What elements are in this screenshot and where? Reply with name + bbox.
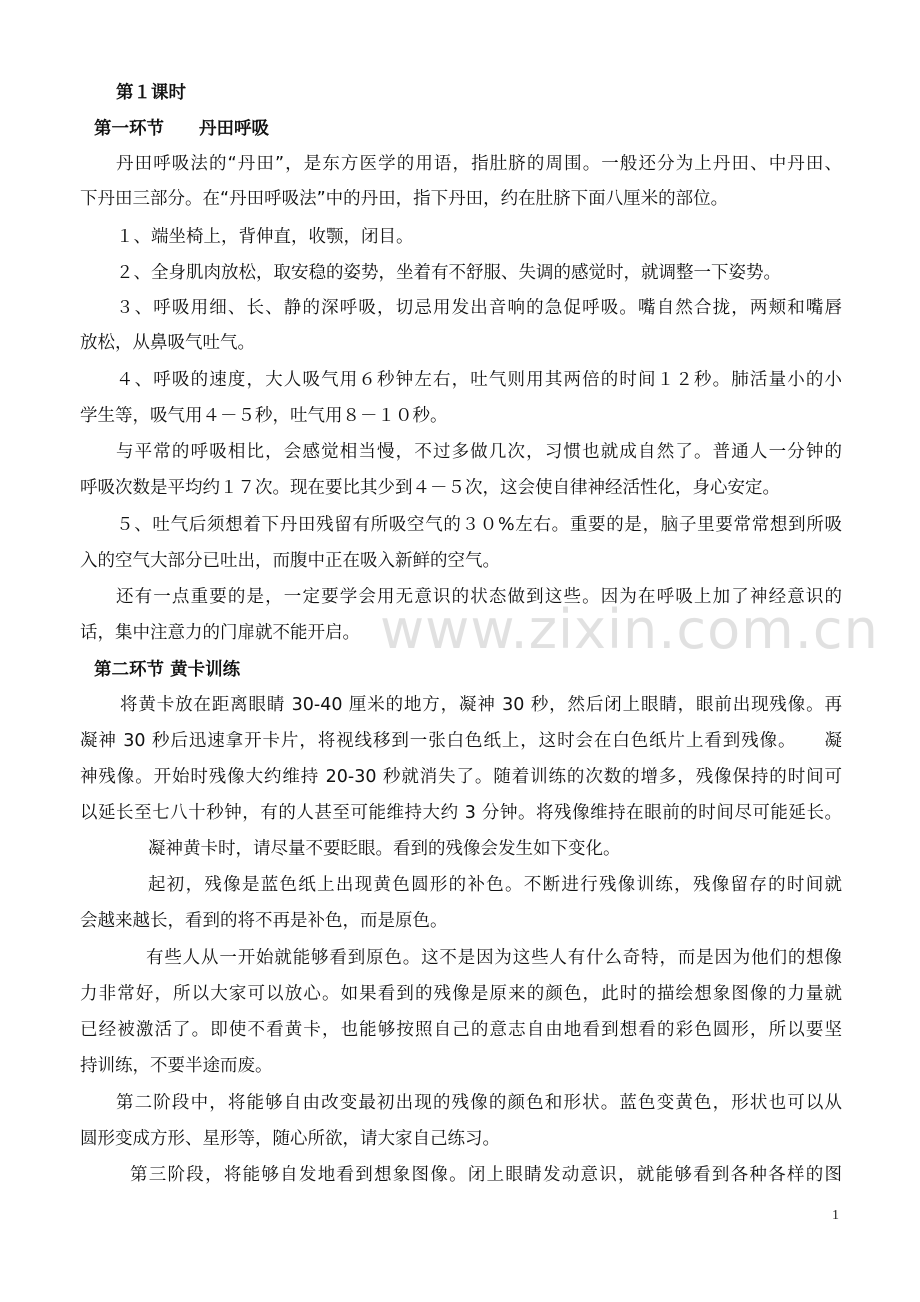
paragraph-line: ５、吐气后须想着下丹田残留有所吸空气的３０%左右。重要的是，脑子里要常常想到所吸: [116, 515, 842, 535]
paragraph-line: 力非常好，所以大家可以放心。如果看到的残像是原来的颜色，此时的描绘想象图像的力量就: [80, 984, 842, 1004]
paragraph-line: 起初，残像是蓝色纸上出现黄色圆形的补色。不断进行残像训练，残像留存的时间就: [148, 875, 842, 895]
section-heading-1: 第一环节 丹田呼吸: [94, 119, 269, 139]
paragraph-line: 第二阶段中，将能够自由改变最初出现的残像的颜色和形状。蓝色变黄色，形状也可以从: [116, 1093, 842, 1113]
page-number: 1: [832, 1208, 839, 1223]
paragraph-line: 学生等，吸气用４－５秒，吐气用８－１０秒。: [80, 406, 448, 426]
paragraph-line: 话，集中注意力的门扉就不能开启。: [80, 623, 360, 643]
paragraph-line: 已经被激活了。即使不看黄卡，也能够按照自己的意志自由地看到想看的彩色圆形，所以要坚: [80, 1020, 842, 1040]
paragraph-line: 以延长至七八十秒钟，有的人甚至可能维持大约 3 分钟。将残像维持在眼前的时间尽可能延长。: [80, 803, 842, 823]
paragraph-line: 神残像。开始时残像大约维持 20-30 秒就消失了。随着训练的次数的增多，残像保持的时间可: [80, 767, 842, 787]
paragraph-line: 入的空气大部分已吐出，而腹中正在吸入新鲜的空气。: [80, 551, 500, 571]
paragraph-line: 丹田呼吸法的“丹田”，是东方医学的用语，指肚脐的周围。一般还分为上丹田、中丹田、: [116, 154, 842, 174]
paragraph-line: ４、呼吸的速度，大人吸气用６秒钟左右，吐气则用其两倍的时间１２秒。肺活量小的小: [116, 370, 842, 390]
paragraph-line: 将黄卡放在距离眼睛 30-40 厘米的地方，凝神 30 秒，然后闭上眼睛，眼前出现残像。再: [120, 695, 842, 715]
paragraph-line: 还有一点重要的是，一定要学会用无意识的状态做到这些。因为在呼吸上加了神经意识的: [116, 587, 842, 607]
paragraph-line: 凝神黄卡时，请尽量不要眨眼。看到的残像会发生如下变化。: [148, 839, 621, 859]
paragraph-line: 凝神 30 秒后迅速拿开卡片，将视线移到一张白色纸上，这时会在白色纸片上看到残像。 凝: [80, 731, 842, 751]
paragraph-line: ２、全身肌肉放松，取安稳的姿势，坐着有不舒服、失调的感觉时，就调整一下姿势。: [116, 263, 781, 283]
lesson-title: 第１课时: [116, 83, 186, 103]
paragraph-line: 下丹田三部分。在“丹田呼吸法”中的丹田，指下丹田，约在肚脐下面八厘米的部位。: [80, 189, 729, 209]
paragraph-line: 持训练，不要半途而废。: [80, 1056, 273, 1076]
paragraph-line: 与平常的呼吸相比，会感觉相当慢，不过多做几次，习惯也就成自然了。普通人一分钟的: [116, 442, 842, 462]
paragraph-line: 有些人从一开始就能够看到原色。这不是因为这些人有什么奇特，而是因为他们的想像: [146, 948, 842, 968]
paragraph-line: 第三阶段，将能够自发地看到想象图像。闭上眼睛发动意识，就能够看到各种各样的图: [130, 1165, 842, 1185]
paragraph-line: 放松，从鼻吸气吐气。: [80, 333, 255, 353]
paragraph-line: １、端坐椅上，背伸直，收颚，闭目。: [116, 227, 414, 247]
paragraph-line: 圆形变成方形、星形等，随心所欲，请大家自己练习。: [80, 1129, 500, 1149]
section-heading-2: 第二环节 黄卡训练: [94, 660, 241, 680]
paragraph-line: ３、呼吸用细、长、静的深呼吸，切忌用发出音响的急促呼吸。嘴自然合拢，两颊和嘴唇: [116, 298, 842, 318]
paragraph-line: 呼吸次数是平均约１７次。现在要比其少到４－５次，这会使自律神经活性化，身心安定。: [80, 478, 780, 498]
watermark: www.zixin.com.cn: [380, 598, 879, 661]
paragraph-line: 会越来越长，看到的将不再是补色，而是原色。: [80, 911, 448, 931]
